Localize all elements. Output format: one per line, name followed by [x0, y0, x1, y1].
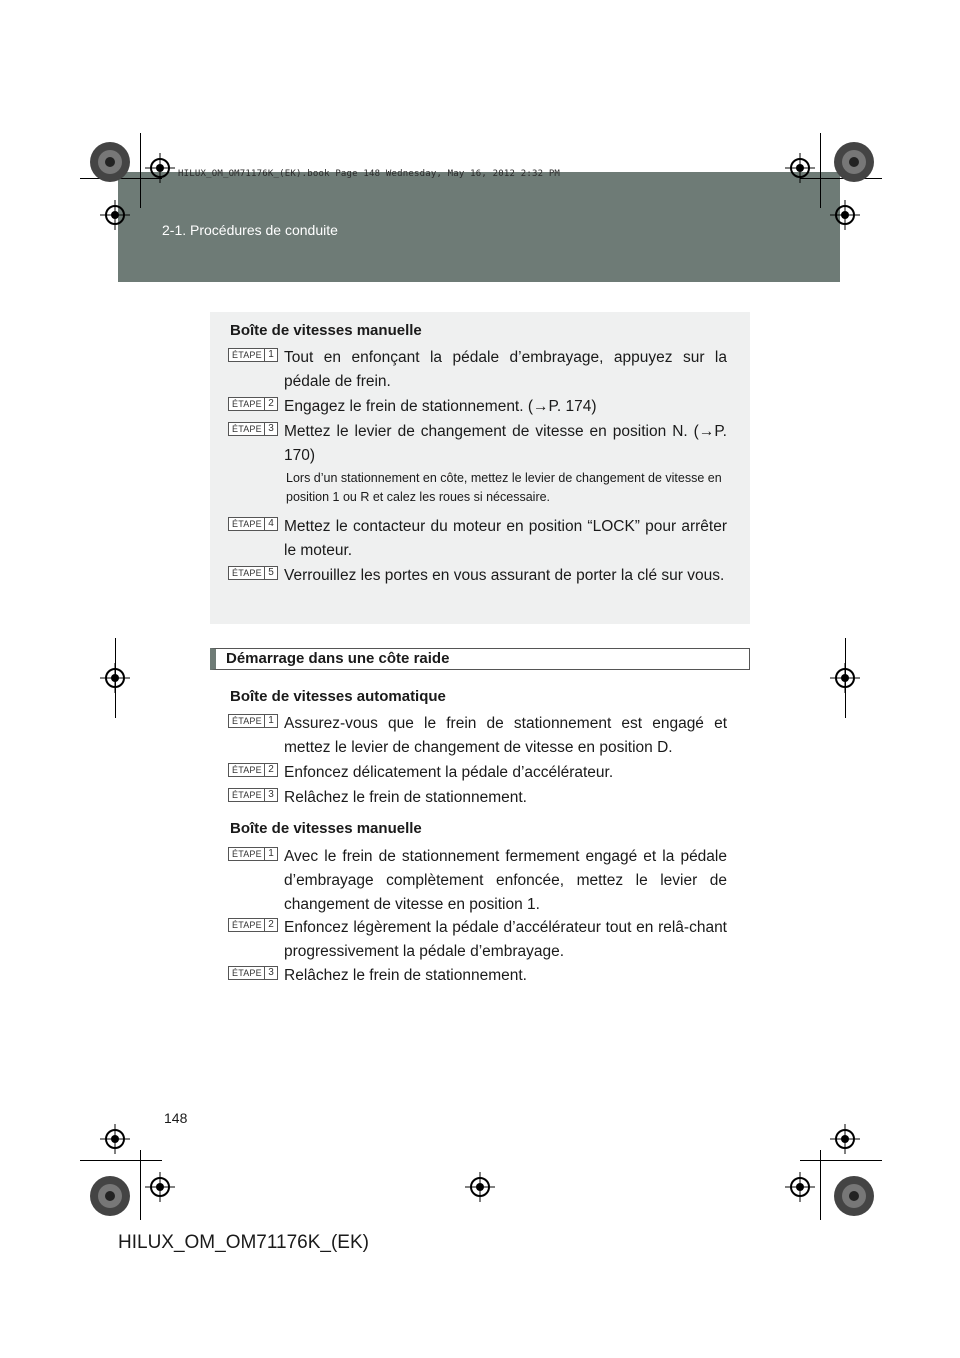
step-text: Enfoncez légèrement la pédale d’accélérateur tout en relâ-chant progressivement la pédale d’embrayage.: [284, 919, 727, 960]
step-badge: ÉTAPE 2: [228, 397, 278, 411]
registration-mark-icon: [832, 1174, 876, 1218]
step-text: Relâchez le frein de stationnement.: [284, 789, 527, 806]
step-text: Avec le frein de stationnement fermement engagé et la pédale d’embrayage complètement enfoncée, mettez le levier de changement de vitesse en position 1.: [284, 848, 727, 913]
step-text: Mettez le levier de changement de vitesse en position N. (→P. 170): [284, 423, 727, 464]
crosshair-icon: [145, 153, 175, 183]
step-text: Engagez le frein de stationnement. (→P. 174): [284, 398, 597, 415]
registration-mark-icon: [832, 140, 876, 184]
step-text: Verrouillez les portes en vous assurant de porter la clé sur vous.: [284, 567, 725, 584]
automatic-subhead: Boîte de vitesses automatique: [230, 688, 446, 705]
crosshair-icon: [830, 1124, 860, 1154]
step-badge: ÉTAPE 3: [228, 966, 278, 980]
crosshair-icon: [145, 1172, 175, 1202]
registration-mark-icon: [88, 140, 132, 184]
step-badge: ÉTAPE 1: [228, 348, 278, 362]
registration-mark-icon: [88, 1174, 132, 1218]
crosshair-icon: [785, 1172, 815, 1202]
crosshair-icon: [785, 153, 815, 183]
crosshair-icon: [100, 200, 130, 230]
step-badge: ÉTAPE 5: [228, 566, 278, 580]
section-title-bar: [210, 648, 750, 670]
step-badge: ÉTAPE 4: [228, 517, 278, 531]
step-badge: ÉTAPE 2: [228, 918, 278, 932]
step-badge: ÉTAPE 1: [228, 714, 278, 728]
manual-subhead: Boîte de vitesses manuelle: [230, 820, 422, 837]
crop-line: [140, 133, 141, 208]
parking-note: Lors d’un stationnement en côte, mettez le levier de changement de vitesse en position 1 ou R et calez les roues si nécessaire.: [286, 471, 722, 504]
crop-line: [820, 133, 821, 208]
crop-line: [80, 1160, 162, 1161]
step-badge: ÉTAPE 3: [228, 788, 278, 802]
step-badge: ÉTAPE 1: [228, 847, 278, 861]
step-text: Enfoncez délicatement la pédale d’accélérateur.: [284, 764, 614, 781]
crosshair-icon: [830, 663, 860, 693]
crosshair-icon: [100, 1124, 130, 1154]
box-subhead: Boîte de vitesses manuelle: [230, 322, 422, 339]
page-number: 148: [164, 1110, 188, 1126]
step-text: Mettez le contacteur du moteur en position “LOCK” pour arrêter le moteur.: [284, 518, 727, 559]
step-text: Tout en enfonçant la pédale d’embrayage, appuyez sur la pédale de frein.: [284, 349, 727, 390]
crosshair-icon: [100, 663, 130, 693]
crop-line: [800, 1160, 882, 1161]
section-title: Démarrage dans une côte raide: [226, 650, 450, 667]
step-text: Assurez-vous que le frein de stationnement est engagé et mettez le levier de changement de vitesse en position D.: [284, 715, 727, 756]
step-text: Relâchez le frein de stationnement.: [284, 967, 527, 984]
book-stamp: HILUX_OM_OM71176K_(EK).book Page 148 Wednesday, May 16, 2012 2:32 PM: [178, 169, 561, 179]
section-label: 2-1. Procédures de conduite: [162, 222, 338, 238]
crosshair-icon: [465, 1172, 495, 1202]
step-badge: ÉTAPE 3: [228, 422, 278, 436]
step-badge: ÉTAPE 2: [228, 763, 278, 777]
document-code: HILUX_OM_OM71176K_(EK): [118, 1232, 369, 1253]
crosshair-icon: [830, 200, 860, 230]
